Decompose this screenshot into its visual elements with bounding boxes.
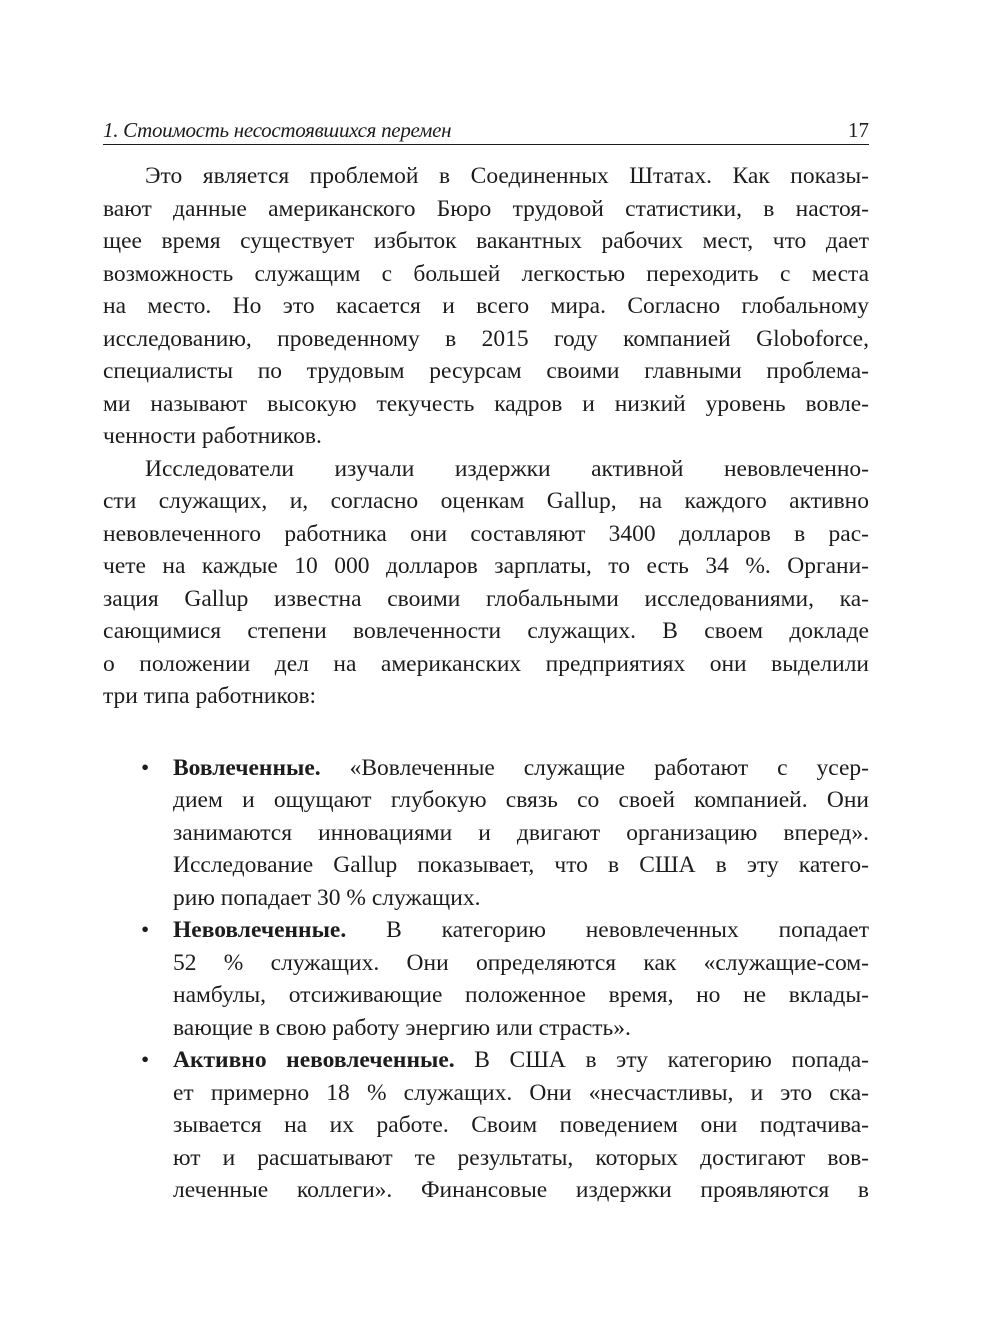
bullet-text: В категорию невовлеченных попадает bbox=[346, 917, 869, 943]
text-line bbox=[173, 914, 869, 947]
text-line: Это является проблемой в Соединенных Штатах. Как показы- bbox=[145, 163, 869, 189]
text-line: вают данные американского Бюро трудовой статистики, в настоя- bbox=[103, 195, 869, 222]
text-line: 52 % служащих. Они определяются как «служащие-сом- bbox=[173, 949, 869, 976]
text-line: исследованию, проведенному в 2015 году компанией Globoforce, bbox=[103, 325, 869, 352]
text-line: о положении дел на американских предприятиях они выделили bbox=[103, 650, 869, 677]
bullet-text: В США в эту категорию попада- bbox=[454, 1047, 869, 1073]
body-text bbox=[103, 160, 869, 1207]
text-line: ми называют высокую текучесть кадров и низкий уровень вовле- bbox=[103, 390, 869, 417]
text-line: ет примерно 18 % служащих. Они «несчастливы, и это ска- bbox=[173, 1079, 869, 1106]
text-line: ченности работников. bbox=[103, 423, 322, 449]
text-line: ют и расшатывают те результаты, которых достигают вов- bbox=[173, 1144, 869, 1171]
running-header bbox=[103, 118, 869, 145]
text-line: дием и ощущают глубокую связь со своей компанией. Они bbox=[173, 787, 869, 813]
spacer bbox=[103, 713, 869, 752]
text-line: Исследование Gallup показывает, что в США в эту катего- bbox=[173, 852, 869, 878]
text-line: чете на каждые 10 000 долларов зарплаты, то есть 34 %. Органи- bbox=[103, 553, 869, 579]
text-line: рию попадает 30 % служащих. bbox=[173, 884, 481, 911]
text-line: зация Gallup известна своими глобальными исследованиями, ка- bbox=[103, 585, 869, 612]
text-line: вающие в свою работу энергию или страсть». bbox=[173, 1014, 631, 1041]
text-line: невовлеченного работника они составляют 3400 долларов в рас- bbox=[103, 520, 869, 547]
text-line: сающимися степени вовлеченности служащих. В своем докладе bbox=[103, 618, 869, 644]
text-line: леченные коллеги». Финансовые издержки проявляются в bbox=[173, 1177, 869, 1203]
text-line: щее время существует избыток вакантных рабочих мест, что дает bbox=[103, 228, 869, 254]
chapter-title: 1. Стоимость несостоявшихся перемен bbox=[103, 118, 452, 142]
bullet-item-engaged bbox=[103, 752, 869, 915]
text-line: возможность служащим с большей легкостью переходить с места bbox=[103, 260, 869, 287]
text-line: занимаются инновациями и двигают организацию вперед». bbox=[173, 819, 869, 846]
bullet-label: Невовлеченные. bbox=[173, 917, 347, 943]
text-line: специалисты по трудовым ресурсам своими главными проблема- bbox=[103, 358, 869, 384]
text-line: намбулы, отсиживающие положенное время, но не вклады- bbox=[173, 982, 869, 1008]
text-line: зывается на их работе. Своим поведением они подтачива- bbox=[173, 1112, 869, 1138]
text-line bbox=[173, 1044, 869, 1077]
text-line: три типа работников: bbox=[103, 683, 317, 709]
bullet-marker: • bbox=[141, 917, 150, 943]
bullet-item-actively-disengaged bbox=[103, 1044, 869, 1207]
text-line: Исследователи изучали издержки активной невовлеченно- bbox=[145, 455, 869, 482]
page-number: 17 bbox=[848, 118, 869, 142]
text-line: сти служащих, и, согласно оценкам Gallup, на каждого активно bbox=[103, 488, 869, 514]
bullet-label: Активно невовлеченные. bbox=[173, 1047, 455, 1073]
paragraph-2 bbox=[103, 453, 869, 713]
bullet-marker: • bbox=[141, 1047, 150, 1073]
paragraph-1 bbox=[103, 160, 869, 453]
bullet-label: Вовлеченные. bbox=[173, 754, 321, 781]
text-line bbox=[173, 752, 869, 785]
bullet-marker: • bbox=[141, 754, 150, 781]
bullet-text: «Вовлеченные служащие работают с усер- bbox=[320, 754, 869, 781]
bullet-item-not-engaged bbox=[103, 914, 869, 1044]
text-line: на место. Но это касается и всего мира. Согласно глобальному bbox=[103, 293, 869, 319]
